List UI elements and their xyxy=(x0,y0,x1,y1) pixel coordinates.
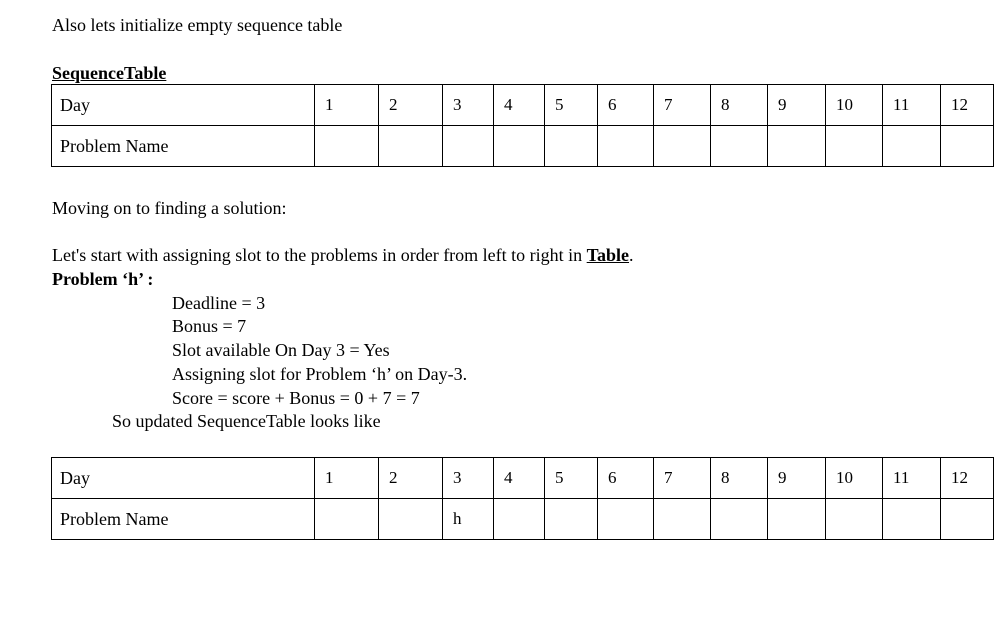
problem-cell xyxy=(711,499,768,540)
problem-name-label: Problem Name xyxy=(52,499,315,540)
moving-on-text: Moving on to finding a solution: xyxy=(52,198,287,218)
problem-cell xyxy=(941,499,994,540)
problem-cell xyxy=(598,499,654,540)
problem-row xyxy=(52,126,994,167)
day-row xyxy=(52,458,994,499)
problem-cell xyxy=(941,126,994,167)
problem-cell xyxy=(494,126,545,167)
problem-cell xyxy=(379,499,443,540)
day-cell: 7 xyxy=(654,458,711,499)
day-cell: 1 xyxy=(315,458,379,499)
day-cell: 10 xyxy=(826,458,883,499)
day-cell: 8 xyxy=(711,458,768,499)
problem-cell xyxy=(883,126,941,167)
day-cell: 9 xyxy=(768,458,826,499)
day-cell: 2 xyxy=(379,458,443,499)
problem-cell xyxy=(494,499,545,540)
slot-available-line: Slot available On Day 3 = Yes xyxy=(172,340,390,360)
day-cell: 2 xyxy=(379,85,443,126)
problem-cell xyxy=(768,126,826,167)
intro-text: Also lets initialize empty sequence table xyxy=(52,15,343,35)
day-cell: 11 xyxy=(883,458,941,499)
lets-start-suffix: . xyxy=(629,245,634,265)
problem-cell xyxy=(315,126,379,167)
problem-cell xyxy=(379,126,443,167)
problem-cell: h xyxy=(443,499,494,540)
lets-start-prefix: Let's start with assigning slot to the problems in order from left to right in xyxy=(52,245,587,265)
problem-cell xyxy=(545,499,598,540)
day-cell: 5 xyxy=(545,458,598,499)
score-line: Score = score + Bonus = 0 + 7 = 7 xyxy=(172,388,420,408)
problem-cell xyxy=(711,126,768,167)
day-cell: 6 xyxy=(598,85,654,126)
day-cell: 3 xyxy=(443,85,494,126)
sequence-table-initial xyxy=(51,84,994,167)
problem-row xyxy=(52,499,994,540)
problem-cell xyxy=(826,126,883,167)
day-cell: 12 xyxy=(941,85,994,126)
day-cell: 9 xyxy=(768,85,826,126)
day-label: Day xyxy=(52,85,315,126)
sequence-table-title: SequenceTable xyxy=(52,63,167,83)
updated-note: So updated SequenceTable looks like xyxy=(112,411,381,431)
problem-cell xyxy=(768,499,826,540)
lets-start-text xyxy=(52,244,634,266)
problem-name-label: Problem Name xyxy=(52,126,315,167)
day-cell: 12 xyxy=(941,458,994,499)
day-label: Day xyxy=(52,458,315,499)
problem-cell xyxy=(443,126,494,167)
problem-cell xyxy=(315,499,379,540)
day-cell: 10 xyxy=(826,85,883,126)
problem-heading: Problem ‘h’ : xyxy=(52,269,154,289)
assigning-slot-line: Assigning slot for Problem ‘h’ on Day-3. xyxy=(172,364,468,384)
day-cell: 1 xyxy=(315,85,379,126)
sequence-table-updated xyxy=(51,457,994,540)
problem-cell xyxy=(826,499,883,540)
day-cell: 7 xyxy=(654,85,711,126)
day-cell: 4 xyxy=(494,85,545,126)
day-cell: 3 xyxy=(443,458,494,499)
table-link[interactable]: Table xyxy=(586,245,630,265)
bonus-line: Bonus = 7 xyxy=(172,316,247,336)
day-cell: 6 xyxy=(598,458,654,499)
day-row xyxy=(52,85,994,126)
day-cell: 8 xyxy=(711,85,768,126)
problem-cell xyxy=(883,499,941,540)
problem-cell xyxy=(654,126,711,167)
day-cell: 11 xyxy=(883,85,941,126)
day-cell: 4 xyxy=(494,458,545,499)
problem-cell xyxy=(598,126,654,167)
deadline-line: Deadline = 3 xyxy=(172,293,266,313)
problem-cell xyxy=(654,499,711,540)
day-cell: 5 xyxy=(545,85,598,126)
problem-cell xyxy=(545,126,598,167)
